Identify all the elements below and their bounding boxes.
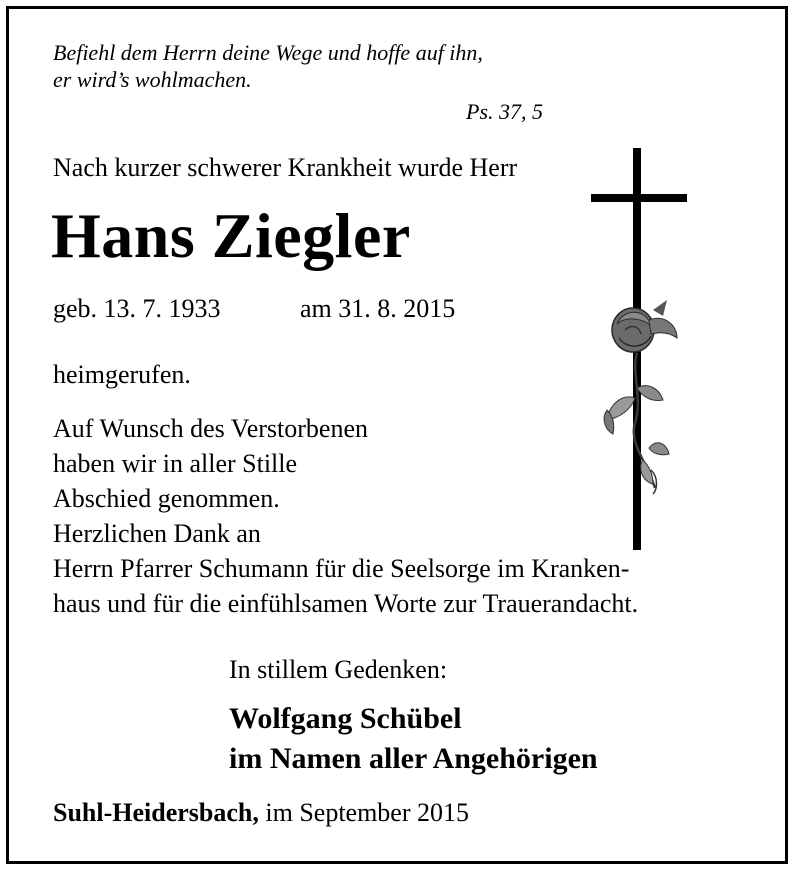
notice-body — [53, 411, 638, 621]
remembrance-text: In stillem Gedenken: — [229, 655, 448, 684]
verse-line-2: er wird’s wohlmachen. — [53, 67, 252, 92]
closing-line — [53, 798, 469, 828]
body-line: Herzlichen Dank an — [53, 519, 261, 548]
closing-date: im September 2015 — [265, 798, 470, 827]
verse-reference: Ps. 37, 5 — [466, 99, 543, 124]
closing-place: Suhl-Heidersbach, — [53, 798, 259, 827]
signer-name: Wolfgang Schübel — [229, 702, 462, 735]
body-line: haben wir in aller Stille — [53, 449, 298, 478]
verse-line-1: Befiehl dem Herrn deine Wege und hoffe auf ihn, — [53, 40, 483, 65]
body-line: Abschied genommen. — [53, 484, 280, 513]
body-line: haus und für die einfühlsamen Worte zur Trauerandacht. — [53, 589, 639, 618]
signers — [229, 699, 598, 779]
cross-icon — [585, 148, 695, 553]
bible-verse — [53, 39, 483, 93]
signer-relation: im Namen aller Angehörigen — [229, 742, 598, 775]
called-home-text: heimgerufen. — [53, 360, 191, 389]
death-date: am 31. 8. 2015 — [300, 294, 456, 323]
birth-date: geb. 13. 7. 1933 — [53, 294, 221, 323]
body-line: Herrn Pfarrer Schumann für die Seelsorge im Kranken- — [53, 554, 630, 583]
intro-text: Nach kurzer schwerer Krankheit wurde Herr — [53, 153, 518, 182]
deceased-name: Hans Ziegler — [51, 200, 411, 271]
body-line: Auf Wunsch des Verstorbenen — [53, 414, 368, 443]
